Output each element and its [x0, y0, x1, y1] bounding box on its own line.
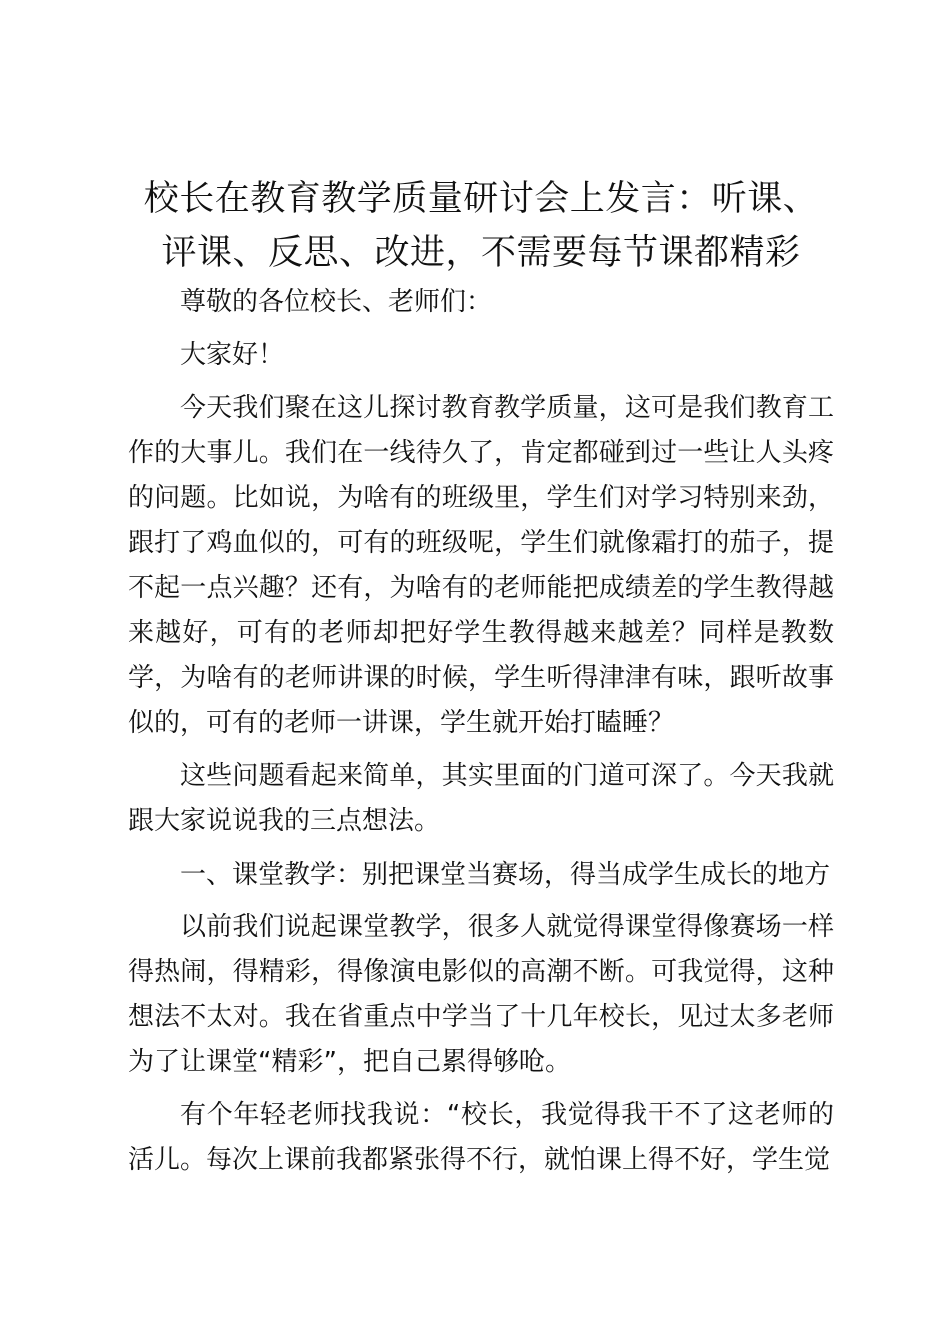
- greeting: 大家好！: [180, 340, 285, 370]
- body-paragraph-1: 今天我们聚在这儿探讨教育教学质量，这可是我们教育工作的大事儿。我们在一线待久了，肯定都碰到过一些让人头疼的问题。比如说，为啥有的班级里，学生们对学习特别来劲，跟打了鸡血似的，可有的班级呢，学生们就像霜打的茄子，提不起一点兴趣？还有，为啥有的老师能把成绩差的学生教得越来越好，可有的老师却把好学生教得越来越差？同样是教数学，为啥有的老师讲课的时候，学生听得津津有味，跟听故事似的，可有的老师一讲课，学生就开始打瞌睡？: [128, 393, 834, 738]
- section-paragraph-2: 有个年轻老师找我说：“校长，我觉得我干不了这老师的活儿。每次上课前我都紧张得不行，就怕课上得不好，学生觉: [128, 1100, 834, 1175]
- document-page: [128, 172, 834, 1183]
- section-paragraph-1: 以前我们说起课堂教学，很多人就觉得课堂得像赛场一样得热闹，得精彩，得像演电影似的高潮不断。可我觉得，这种想法不太对。我在省重点中学当了十几年校长，见过太多老师为了让课堂“精彩”，把自己累得够呛。: [128, 912, 834, 1077]
- document-title: 校长在教育教学质量研讨会上发言：听课、评课、反思、改进，不需要每节课都精彩: [143, 179, 819, 273]
- section-heading: 一、课堂教学：别把课堂当赛场，得当成学生成长的地方: [180, 859, 831, 889]
- salutation: 尊敬的各位校长、老师们：: [180, 287, 493, 317]
- body-paragraph-2: 这些问题看起来简单，其实里面的门道可深了。今天我就跟大家说说我的三点想法。: [128, 761, 834, 836]
